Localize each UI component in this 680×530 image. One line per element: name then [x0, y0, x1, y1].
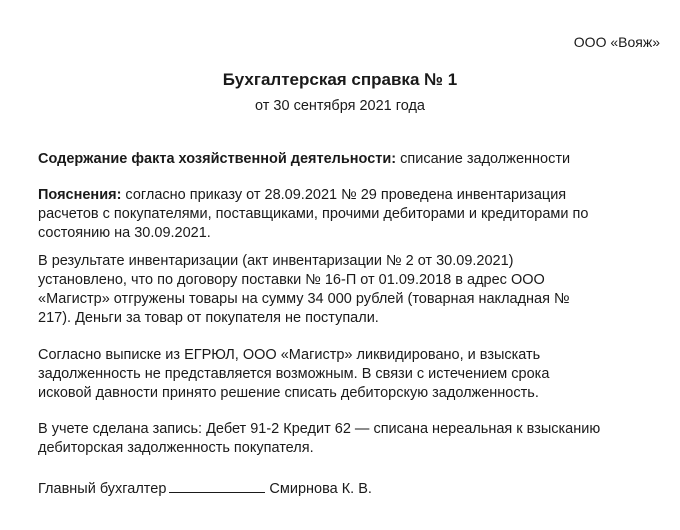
explanation-line: состоянию на 30.09.2021.	[38, 225, 211, 241]
paragraph-line: В учете сделана запись: Дебет 91-2 Кредит 62 — списана нереальная к взысканию	[38, 421, 601, 437]
explanation-line: согласно приказу от 28.09.2021 № 29 проведена инвентаризация	[121, 187, 567, 203]
paragraph-line: 217). Деньги за товар от покупателя не поступали.	[38, 310, 379, 326]
organization-name: ООО «Вояж»	[573, 34, 660, 50]
signer-name: Смирнова К. В.	[269, 481, 372, 497]
paragraph-line: В результате инвентаризации (акт инвентаризации № 2 от 30.09.2021)	[38, 253, 514, 269]
explanation-section	[38, 186, 670, 243]
document-title: Бухгалтерская справка № 1	[222, 70, 458, 89]
paragraph-line: исковой давности принято решение списать дебиторскую задолженность.	[38, 385, 539, 401]
document-date: от 30 сентября 2021 года	[255, 98, 425, 114]
fact-value: списание задолженности	[396, 151, 571, 167]
explanation-line: расчетов с покупателями, поставщиками, прочими дебиторами и кредиторами по	[38, 206, 589, 222]
paragraph-line: установлено, что по договору поставки № 16-П от 01.09.2018 в адрес ООО	[38, 272, 545, 288]
fact-section	[38, 150, 670, 169]
paragraph-line: «Магистр» отгружены товары на сумму 34 000 рублей (товарная накладная №	[38, 291, 570, 307]
signature-block	[38, 478, 670, 499]
liquidation-paragraph	[38, 346, 670, 403]
signature-line	[169, 478, 265, 493]
inventory-paragraph	[38, 252, 670, 328]
explanation-label: Пояснения:	[38, 187, 122, 203]
paragraph-line: дебиторская задолженность покупателя.	[38, 440, 314, 456]
fact-label: Содержание факта хозяйственной деятельности:	[38, 151, 397, 167]
accounting-entry-paragraph	[38, 420, 670, 458]
signer-position: Главный бухгалтер	[38, 481, 167, 497]
paragraph-line: задолженность не представляется возможным. В связи с истечением срока	[38, 366, 550, 382]
paragraph-line: Согласно выписке из ЕГРЮЛ, ООО «Магистр» ликвидировано, и взыскать	[38, 347, 541, 363]
